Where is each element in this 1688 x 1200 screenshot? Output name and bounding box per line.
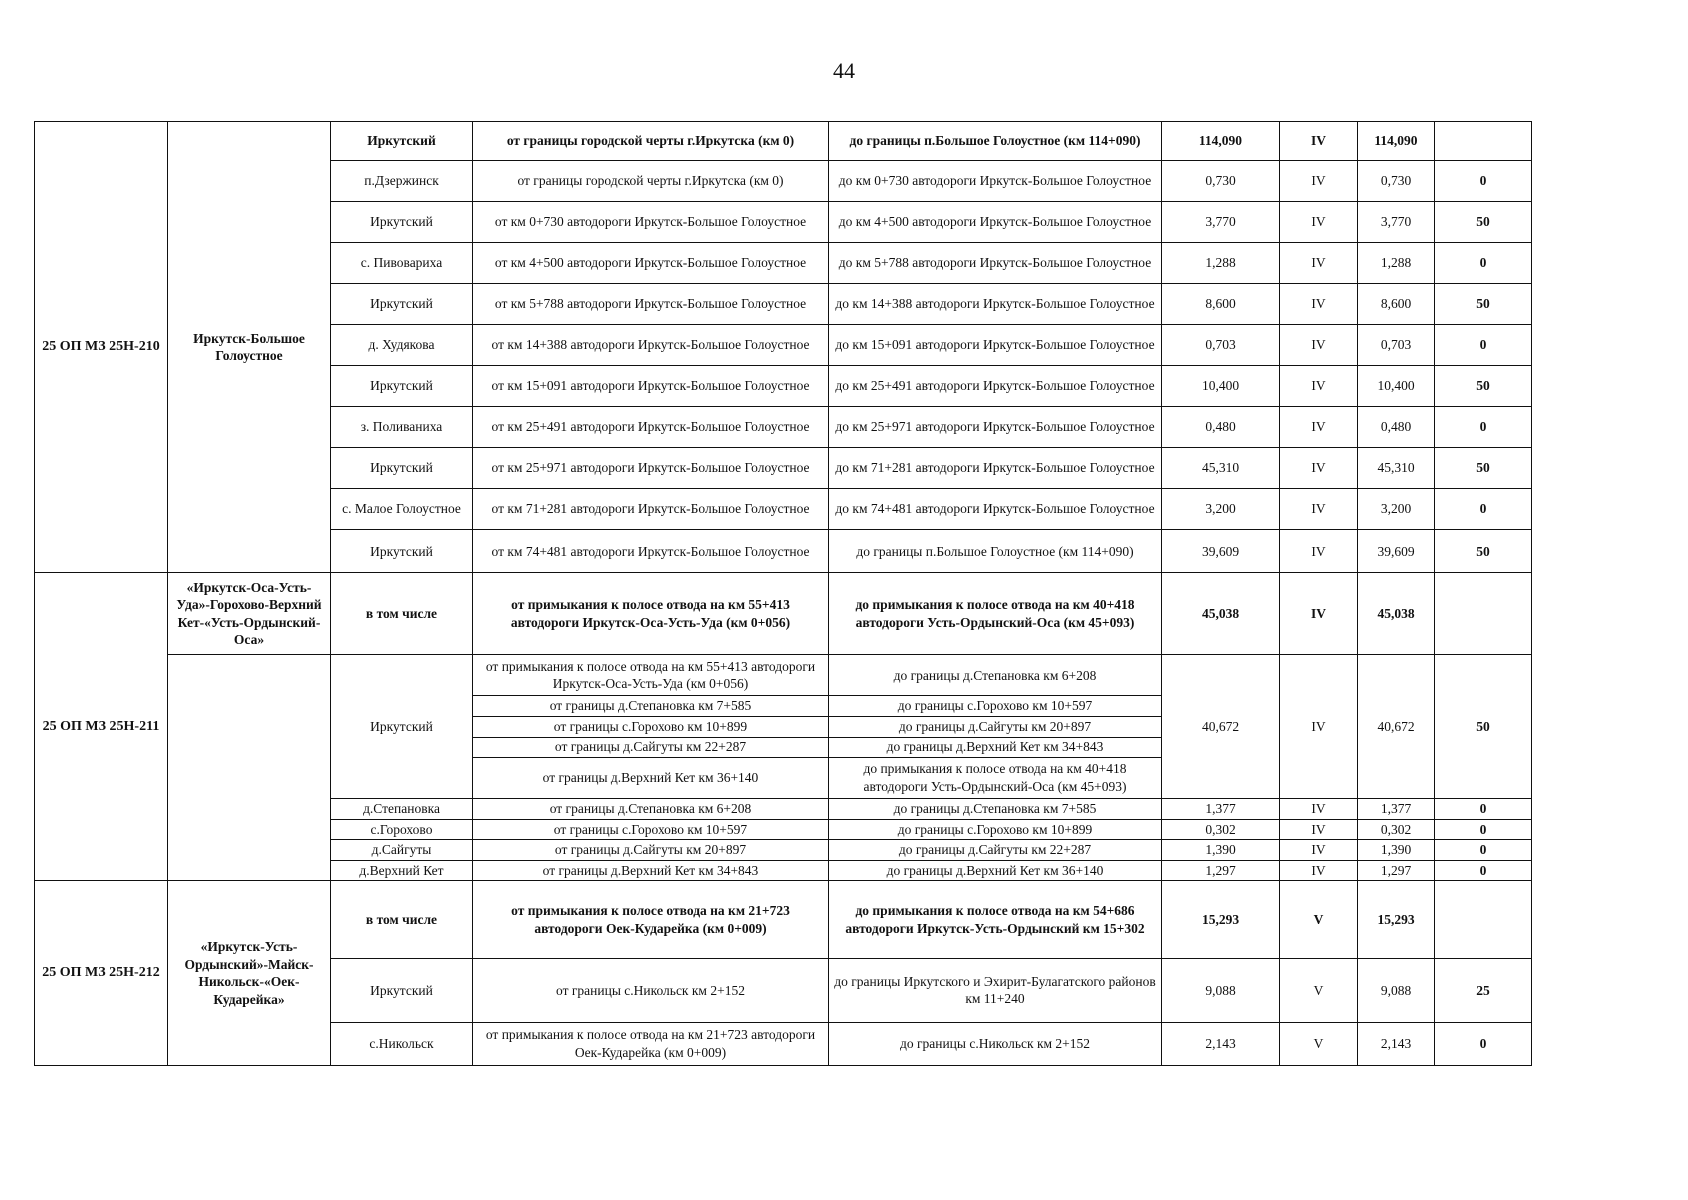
to-cell: до границы д.Сайгуты км 22+287 — [829, 840, 1162, 861]
length-cell: 2,143 — [1162, 1022, 1280, 1065]
length2-cell: 45,310 — [1358, 448, 1435, 489]
speed-cell: 50 — [1435, 530, 1532, 573]
road-id-cell: 25 ОП МЗ 25Н-210 — [35, 122, 168, 573]
speed-cell: 0 — [1435, 160, 1532, 201]
road-name-cell: Иркутск-Большое Голоустное — [168, 122, 331, 573]
length2-cell: 2,143 — [1358, 1022, 1435, 1065]
category-cell: IV — [1280, 530, 1358, 573]
speed-cell — [1435, 881, 1532, 959]
length2-cell: 45,038 — [1358, 573, 1435, 655]
category-cell: IV — [1280, 819, 1358, 840]
district-cell: з. Поливаниха — [331, 407, 473, 448]
district-cell: п.Дзержинск — [331, 160, 473, 201]
category-cell: IV — [1280, 122, 1358, 161]
to-cell: до км 74+481 автодороги Иркутск-Большое Голоустное — [829, 489, 1162, 530]
to-cell: до границы д.Верхний Кет км 34+843 — [829, 737, 1162, 758]
from-cell: от км 25+491 автодороги Иркутск-Большое Голоустное — [473, 407, 829, 448]
length-cell: 0,302 — [1162, 819, 1280, 840]
road-name-cell: «Иркутск-Усть-Ордынский»-Майск-Никольск-«Оек-Кударейка» — [168, 881, 331, 1066]
to-cell: до км 71+281 автодороги Иркутск-Большое Голоустное — [829, 448, 1162, 489]
district-cell: Иркутский — [331, 448, 473, 489]
from-cell: от примыкания к полосе отвода на км 21+723 автодороги Оек-Кударейка (км 0+009) — [473, 1022, 829, 1065]
length-cell: 45,038 — [1162, 573, 1280, 655]
category-cell: IV — [1280, 284, 1358, 325]
speed-cell: 0 — [1435, 1022, 1532, 1065]
table-row — [35, 655, 1655, 696]
to-cell: до примыкания к полосе отвода на км 40+418 автодороги Усть-Ордынский-Оса (км 45+093) — [829, 758, 1162, 799]
length-cell: 9,088 — [1162, 959, 1280, 1023]
length-cell: 15,293 — [1162, 881, 1280, 959]
from-cell: от границы с.Горохово км 10+899 — [473, 716, 829, 737]
district-cell: Иркутский — [331, 366, 473, 407]
length2-cell: 1,288 — [1358, 243, 1435, 284]
to-cell: до км 25+971 автодороги Иркутск-Большое Голоустное — [829, 407, 1162, 448]
speed-cell: 0 — [1435, 860, 1532, 881]
speed-cell: 0 — [1435, 840, 1532, 861]
length2-cell: 114,090 — [1358, 122, 1435, 161]
from-cell: от примыкания к полосе отвода на км 55+413 автодороги Иркутск-Оса-Усть-Уда (км 0+056) — [473, 573, 829, 655]
page-number: 44 — [833, 58, 855, 83]
length-cell: 39,609 — [1162, 530, 1280, 573]
speed-cell: 50 — [1435, 655, 1532, 799]
from-cell: от км 14+388 автодороги Иркутск-Большое Голоустное — [473, 325, 829, 366]
length-cell: 114,090 — [1162, 122, 1280, 161]
category-cell: IV — [1280, 202, 1358, 243]
length2-cell: 39,609 — [1358, 530, 1435, 573]
category-cell: V — [1280, 959, 1358, 1023]
from-cell: от км 4+500 автодороги Иркутск-Большое Голоустное — [473, 243, 829, 284]
length2-cell: 1,377 — [1358, 799, 1435, 820]
from-cell: от км 15+091 автодороги Иркутск-Большое Голоустное — [473, 366, 829, 407]
table-row — [35, 881, 1655, 959]
category-cell: V — [1280, 1022, 1358, 1065]
length2-cell: 9,088 — [1358, 959, 1435, 1023]
to-cell: до км 14+388 автодороги Иркутск-Большое Голоустное — [829, 284, 1162, 325]
length2-cell: 15,293 — [1358, 881, 1435, 959]
length-cell: 0,730 — [1162, 160, 1280, 201]
speed-cell: 0 — [1435, 819, 1532, 840]
district-cell: с.Никольск — [331, 1022, 473, 1065]
district-cell: в том числе — [331, 881, 473, 959]
length2-cell: 1,297 — [1358, 860, 1435, 881]
speed-cell: 50 — [1435, 202, 1532, 243]
speed-cell — [1435, 573, 1532, 655]
from-cell: от границы городской черты г.Иркутска (км 0) — [473, 160, 829, 201]
district-cell: Иркутский — [331, 530, 473, 573]
speed-cell: 50 — [1435, 366, 1532, 407]
length2-cell: 8,600 — [1358, 284, 1435, 325]
category-cell: IV — [1280, 573, 1358, 655]
district-cell: Иркутский — [331, 959, 473, 1023]
length2-cell: 3,770 — [1358, 202, 1435, 243]
category-cell: IV — [1280, 160, 1358, 201]
to-cell: до км 25+491 автодороги Иркутск-Большое Голоустное — [829, 366, 1162, 407]
from-cell: от границы д.Верхний Кет км 34+843 — [473, 860, 829, 881]
district-cell: с. Малое Голоустное — [331, 489, 473, 530]
to-cell: до примыкания к полосе отвода на км 40+418 автодороги Усть-Ордынский-Оса (км 45+093) — [829, 573, 1162, 655]
road-id-cell: 25 ОП МЗ 25Н-212 — [35, 881, 168, 1066]
category-cell: IV — [1280, 860, 1358, 881]
from-cell: от км 5+788 автодороги Иркутск-Большое Голоустное — [473, 284, 829, 325]
speed-cell — [1435, 122, 1532, 161]
table-row — [35, 573, 1655, 655]
district-cell: Иркутский — [331, 122, 473, 161]
district-cell: Иркутский — [331, 202, 473, 243]
road-name-blank-cell — [168, 655, 331, 881]
from-cell: от границы с.Горохово км 10+597 — [473, 819, 829, 840]
from-cell: от границы д.Сайгуты км 22+287 — [473, 737, 829, 758]
category-cell: IV — [1280, 325, 1358, 366]
district-cell: Иркутский — [331, 655, 473, 799]
to-cell: до границы с.Горохово км 10+597 — [829, 696, 1162, 717]
to-cell: до границы д.Верхний Кет км 36+140 — [829, 860, 1162, 881]
speed-cell: 0 — [1435, 489, 1532, 530]
category-cell: IV — [1280, 243, 1358, 284]
from-cell: от границы д.Верхний Кет км 36+140 — [473, 758, 829, 799]
speed-cell: 25 — [1435, 959, 1532, 1023]
from-cell: от примыкания к полосе отвода на км 21+723 автодороги Оек-Кударейка (км 0+009) — [473, 881, 829, 959]
table-row — [35, 122, 1655, 161]
category-cell: IV — [1280, 655, 1358, 799]
to-cell: до км 0+730 автодороги Иркутск-Большое Голоустное — [829, 160, 1162, 201]
district-cell: Иркутский — [331, 284, 473, 325]
category-cell: IV — [1280, 799, 1358, 820]
length-cell: 1,288 — [1162, 243, 1280, 284]
to-cell: до границы д.Степановка км 6+208 — [829, 655, 1162, 696]
to-cell: до границы с.Горохово км 10+899 — [829, 819, 1162, 840]
district-cell: д.Верхний Кет — [331, 860, 473, 881]
road-name-cell: «Иркутск-Оса-Усть-Уда»-Горохово-Верхний Кет-«Усть-Ордынский-Оса» — [168, 573, 331, 655]
length-cell: 0,703 — [1162, 325, 1280, 366]
to-cell: до км 15+091 автодороги Иркутск-Большое Голоустное — [829, 325, 1162, 366]
category-cell: IV — [1280, 407, 1358, 448]
length-cell: 1,377 — [1162, 799, 1280, 820]
to-cell: до примыкания к полосе отвода на км 54+686 автодороги Иркутск-Усть-Ордынский км 15+302 — [829, 881, 1162, 959]
length2-cell: 0,730 — [1358, 160, 1435, 201]
category-cell: IV — [1280, 840, 1358, 861]
category-cell: IV — [1280, 366, 1358, 407]
to-cell: до границы Иркутского и Эхирит-Булагатского районов км 11+240 — [829, 959, 1162, 1023]
from-cell: от км 71+281 автодороги Иркутск-Большое Голоустное — [473, 489, 829, 530]
speed-cell: 0 — [1435, 407, 1532, 448]
length2-cell: 0,480 — [1358, 407, 1435, 448]
length2-cell: 40,672 — [1358, 655, 1435, 799]
length-cell: 1,390 — [1162, 840, 1280, 861]
from-cell: от км 0+730 автодороги Иркутск-Большое Голоустное — [473, 202, 829, 243]
from-cell: от границы городской черты г.Иркутска (км 0) — [473, 122, 829, 161]
district-cell: в том числе — [331, 573, 473, 655]
district-cell: д.Сайгуты — [331, 840, 473, 861]
to-cell: до км 5+788 автодороги Иркутск-Большое Голоустное — [829, 243, 1162, 284]
district-cell: с. Пивовариха — [331, 243, 473, 284]
length2-cell: 3,200 — [1358, 489, 1435, 530]
length-cell: 45,310 — [1162, 448, 1280, 489]
to-cell: до границы д.Сайгуты км 20+897 — [829, 716, 1162, 737]
category-cell: IV — [1280, 448, 1358, 489]
speed-cell: 50 — [1435, 448, 1532, 489]
road-id-cell: 25 ОП МЗ 25Н-211 — [35, 573, 168, 881]
length2-cell: 1,390 — [1358, 840, 1435, 861]
speed-cell: 0 — [1435, 243, 1532, 284]
to-cell: до границы п.Большое Голоустное (км 114+090) — [829, 530, 1162, 573]
to-cell: до км 4+500 автодороги Иркутск-Большое Голоустное — [829, 202, 1162, 243]
length-cell: 8,600 — [1162, 284, 1280, 325]
length-cell: 3,200 — [1162, 489, 1280, 530]
length2-cell: 0,703 — [1358, 325, 1435, 366]
from-cell: от км 74+481 автодороги Иркутск-Большое Голоустное — [473, 530, 829, 573]
length-cell: 3,770 — [1162, 202, 1280, 243]
district-cell: с.Горохово — [331, 819, 473, 840]
to-cell: до границы д.Степановка км 7+585 — [829, 799, 1162, 820]
length-cell: 0,480 — [1162, 407, 1280, 448]
roads-table — [34, 121, 1655, 1066]
category-cell: V — [1280, 881, 1358, 959]
speed-cell: 0 — [1435, 799, 1532, 820]
to-cell: до границы с.Никольск км 2+152 — [829, 1022, 1162, 1065]
to-cell: до границы п.Большое Голоустное (км 114+090) — [829, 122, 1162, 161]
from-cell: от границы с.Никольск км 2+152 — [473, 959, 829, 1023]
from-cell: от границы д.Сайгуты км 20+897 — [473, 840, 829, 861]
district-cell: д.Степановка — [331, 799, 473, 820]
length-cell: 1,297 — [1162, 860, 1280, 881]
district-cell: д. Худякова — [331, 325, 473, 366]
from-cell: от км 25+971 автодороги Иркутск-Большое Голоустное — [473, 448, 829, 489]
category-cell: IV — [1280, 489, 1358, 530]
from-cell: от границы д.Степановка км 7+585 — [473, 696, 829, 717]
from-cell: от границы д.Степановка км 6+208 — [473, 799, 829, 820]
length2-cell: 10,400 — [1358, 366, 1435, 407]
speed-cell: 50 — [1435, 284, 1532, 325]
from-cell: от примыкания к полосе отвода на км 55+413 автодороги Иркутск-Оса-Усть-Уда (км 0+056) — [473, 655, 829, 696]
length2-cell: 0,302 — [1358, 819, 1435, 840]
speed-cell: 0 — [1435, 325, 1532, 366]
length-cell: 10,400 — [1162, 366, 1280, 407]
length-cell: 40,672 — [1162, 655, 1280, 799]
